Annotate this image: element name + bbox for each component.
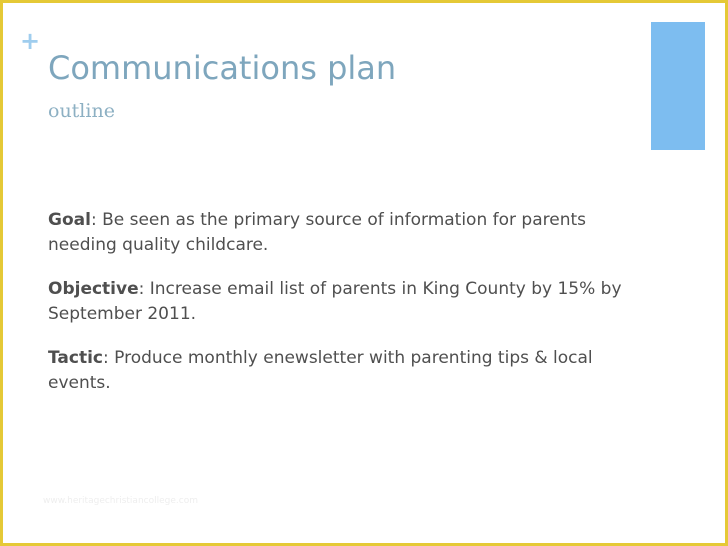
objective-paragraph [48, 277, 648, 326]
tactic-paragraph [48, 346, 648, 395]
slide-subtitle: outline [48, 100, 115, 122]
tactic-term: Tactic [48, 348, 103, 368]
goal-paragraph [48, 208, 648, 257]
objective-text: Increase email list of parents in King County by 15% by September 2011. [48, 279, 622, 324]
goal-separator: : [90, 210, 103, 230]
objective-term: Objective [48, 279, 139, 299]
tactic-text: Produce monthly enewsletter with parenting tips & local events. [48, 348, 593, 393]
goal-text: Be seen as the primary source of information for parents needing quality childcare. [48, 210, 586, 255]
goal-term: Goal [48, 210, 91, 230]
watermark: www.heritagechristiancollege.com [43, 496, 198, 506]
plus-icon: + [20, 27, 41, 55]
objective-separator: : [138, 279, 150, 299]
slide-title: Communications plan [48, 49, 397, 87]
accent-bar [651, 22, 705, 150]
tactic-separator: : [102, 348, 115, 368]
slide-body [48, 208, 648, 415]
